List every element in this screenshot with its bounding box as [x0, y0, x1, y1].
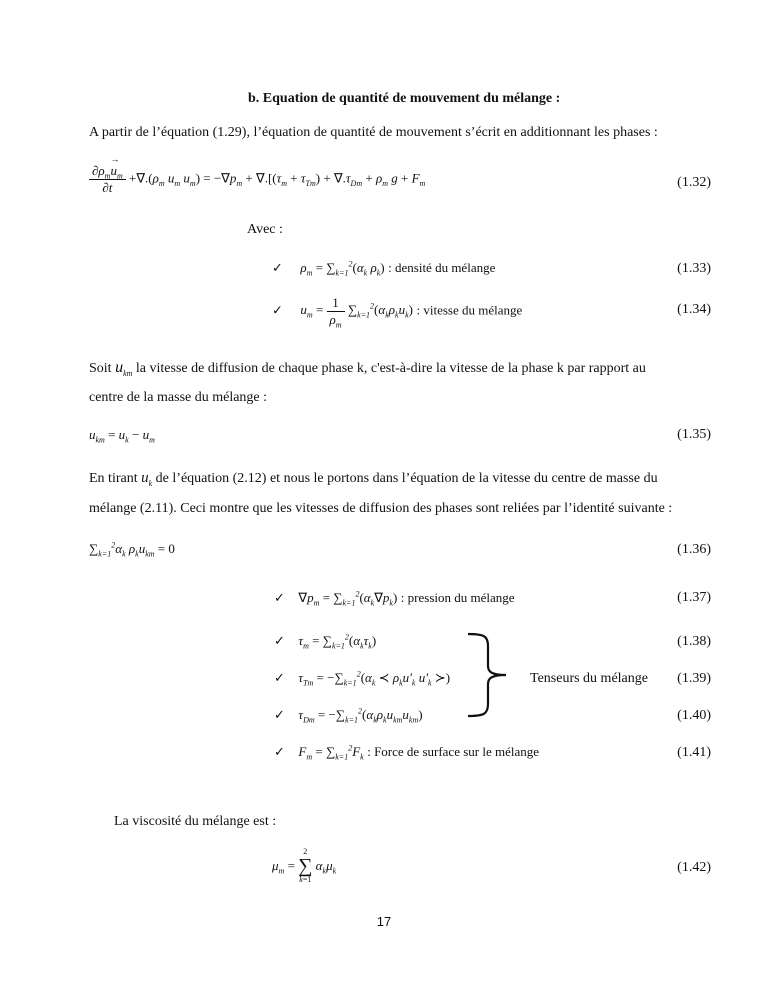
tirant-paragraph: En tirant $u_k$ de l’équation (2.12) et nous le portons dans l’équation de la vitesse du centre de masse du [89, 470, 658, 488]
equation-number: (1.39) [677, 671, 711, 686]
equation-number: (1.35) [677, 427, 711, 442]
equation-number: (1.38) [677, 634, 711, 649]
checkmark-icon: ✓ [274, 745, 285, 760]
densite-label: : densité du mélange [388, 260, 496, 275]
equation-1-37: ✓ $\nabla p_m = \sum_{k=1}^2(\alpha_k\nabla p_k)$ : pression du mélange [274, 589, 515, 608]
checkmark-icon: ✓ [274, 591, 285, 606]
checkmark-icon: ✓ [272, 303, 283, 319]
pression-label: : pression du mélange [400, 590, 515, 605]
equation-number: (1.41) [677, 745, 711, 760]
equation-1-34: ✓ $u_m$ = $\frac{1}{\rho_m}$ $\sum_{k=1}^2(\alpha_k\rho_ku_k)$ : vitesse du mélange [272, 295, 523, 330]
page-number: 17 [376, 914, 392, 929]
soit-paragraph-end: centre de la masse du mélange : [89, 390, 268, 405]
tirant-paragraph-end: mélange (2.11). Ceci montre que les vitesses de diffusion des phases sont reliées par l’identité suivante : [89, 501, 673, 516]
equation-1-39: ✓ $\tau_{Tm} = -\sum_{k=1}^2(\alpha_k$ ≺ $\rho_ku'_k$ $u'_k$ ≻) [274, 669, 451, 688]
equation-1-33: ✓ $\rho_m = \sum_{k=1}^2(\alpha_k$ $\rho_k$) : densité du mélange [272, 259, 496, 278]
equation-number: (1.36) [677, 542, 711, 557]
checkmark-icon: ✓ [272, 261, 283, 276]
section-title: b. Equation de quantité de mouvement du mélange : [248, 91, 561, 106]
equation-number: (1.40) [677, 708, 711, 723]
equation-1-41: ✓ $F_m = \sum_{k=1}^2F_k$ : Force de surface sur le mélange [274, 743, 540, 762]
viscosite-text: La viscosité du mélange est : [114, 814, 277, 829]
soit-paragraph: Soit $u_{km}$ la vitesse de diffusion de chaque phase k, c'est-à-dire la vitesse de la phase k par rapport au [89, 359, 646, 379]
force-label: : Force de surface sur le mélange [367, 744, 540, 759]
equation-1-36: $\sum_{k=1}^2\alpha_k$ $\rho_ku_{km} = 0$ [89, 540, 175, 559]
equation-number: (1.37) [677, 590, 711, 605]
checkmark-icon: ✓ [274, 634, 285, 649]
equation-1-35: $u_{km} = u_k - u_m$ [89, 427, 155, 445]
avec-label: Avec : [247, 222, 283, 237]
equation-1-40: ✓ $\tau_{Dm} = -\sum_{k=1}^2(\alpha_k\rho_ku_{km}u_{km})$ [274, 706, 423, 725]
tenseurs-label: Tenseurs du mélange [530, 671, 648, 686]
checkmark-icon: ✓ [274, 671, 285, 686]
vitesse-label: : vitesse du mélange [416, 302, 523, 318]
equation-1-42: $\mu_m$ = 2 ∑ k=1 $\alpha_k\mu_k$ [272, 847, 337, 884]
intro-paragraph: A partir de l’équation (1.29), l’équation de quantité de mouvement s’écrit en additionnant les phases : [89, 125, 658, 140]
checkmark-icon: ✓ [274, 708, 285, 723]
equation-1-38: ✓ $\tau_m = \sum_{k=1}^2(\alpha_k\tau_k)$ [274, 632, 377, 651]
equation-number: (1.42) [677, 860, 711, 875]
equation-number: (1.32) [677, 175, 711, 190]
equation-number: (1.33) [677, 261, 711, 276]
equation-number: (1.34) [677, 302, 711, 317]
equation-1-32: $\partial\rho_mu$ → $_m$ ∂t $+\nabla.(\rho_m$ $u_m$ $u_m) = -\nabla p_m + \nabla.[(\tau_m + \tau_{Tm}) + \nabla.\tau_{Dm} + \rho_m$ $g + F_m$ [89, 163, 425, 196]
right-brace-icon [466, 632, 514, 718]
